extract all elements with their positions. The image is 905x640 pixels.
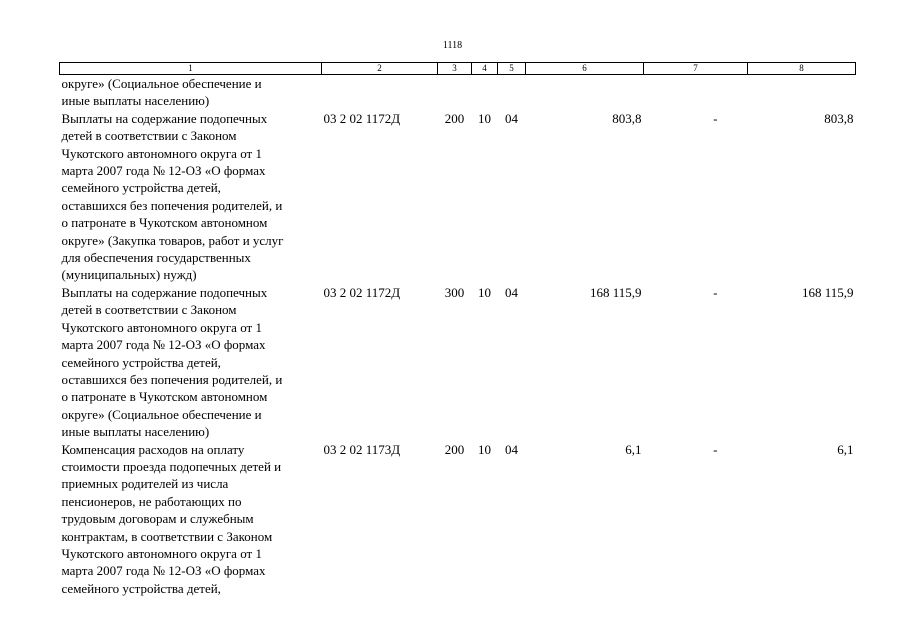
row-description: Выплаты на содержание подопечных детей в соответствии с Законом Чукотского автономного округа от 1 марта 2007 года № 12-ОЗ «О формах семейного устройства детей, оставшихся без попечения родителей, и о патронате в Чукотском автономном округе» (Социальное обеспечение и иные выплаты населению) — [61, 284, 283, 440]
continuation-description: округе» (Социальное обеспечение и иные выплаты населению) — [61, 76, 262, 109]
row-col-8: 803,8 — [824, 110, 854, 126]
budget-table — [59, 62, 856, 597]
row-col-5: 04 — [505, 110, 518, 126]
header-row — [60, 63, 856, 75]
row-col-7: - — [713, 441, 718, 457]
row-col-6: 803,8 — [612, 110, 642, 126]
column-header-3: 3 — [438, 63, 472, 75]
row-description: Компенсация расходов на оплату стоимости проезда подопечных детей и приемных родителей из числа пенсионеров, не работающих по трудовым договорам и служебным контрактам, в соответствии с Законом Чукотского автономного округа от 1 марта 2007 года № 12-ОЗ «О формах семейного устройства детей, — [61, 441, 282, 596]
row-code: 03 2 02 1173Д — [323, 441, 401, 457]
row-description: Выплаты на содержание подопечных детей в соответствии с Законом Чукотского автономного округа от 1 марта 2007 года № 12-ОЗ «О формах семейного устройства детей, оставшихся без попечения родителей, и о патронате в Чукотском автономном округе» (Закупка товаров, работ и услуг для обеспечения государственных (муниципальных) нужд) — [61, 110, 284, 283]
table-row — [60, 441, 856, 598]
row-col-4: 10 — [478, 441, 491, 457]
page-number: 1118 — [442, 40, 463, 51]
row-col-3: 200 — [444, 441, 465, 457]
row-col-6: 6,1 — [625, 441, 642, 457]
row-code: 03 2 02 1172Д — [323, 110, 401, 126]
table-row — [60, 284, 856, 441]
row-code: 03 2 02 1172Д — [323, 284, 401, 300]
column-header-6: 6 — [526, 63, 644, 75]
row-col-4: 10 — [478, 110, 491, 126]
row-col-7: - — [713, 110, 718, 126]
column-header-4: 4 — [472, 63, 498, 75]
row-col-5: 04 — [505, 284, 518, 300]
column-header-2: 2 — [322, 63, 438, 75]
table-row — [60, 110, 856, 284]
row-col-7: - — [713, 284, 718, 300]
row-col-8: 6,1 — [837, 441, 854, 457]
column-header-1: 1 — [60, 63, 322, 75]
row-col-4: 10 — [478, 284, 491, 300]
column-header-7: 7 — [644, 63, 748, 75]
row-col-5: 04 — [505, 441, 518, 457]
table-row-continuation — [60, 75, 856, 110]
row-col-6: 168 115,9 — [589, 284, 642, 300]
row-col-3: 200 — [444, 110, 465, 126]
column-header-8: 8 — [748, 63, 856, 75]
row-col-3: 300 — [444, 284, 465, 300]
column-header-5: 5 — [498, 63, 526, 75]
row-col-8: 168 115,9 — [801, 284, 854, 300]
